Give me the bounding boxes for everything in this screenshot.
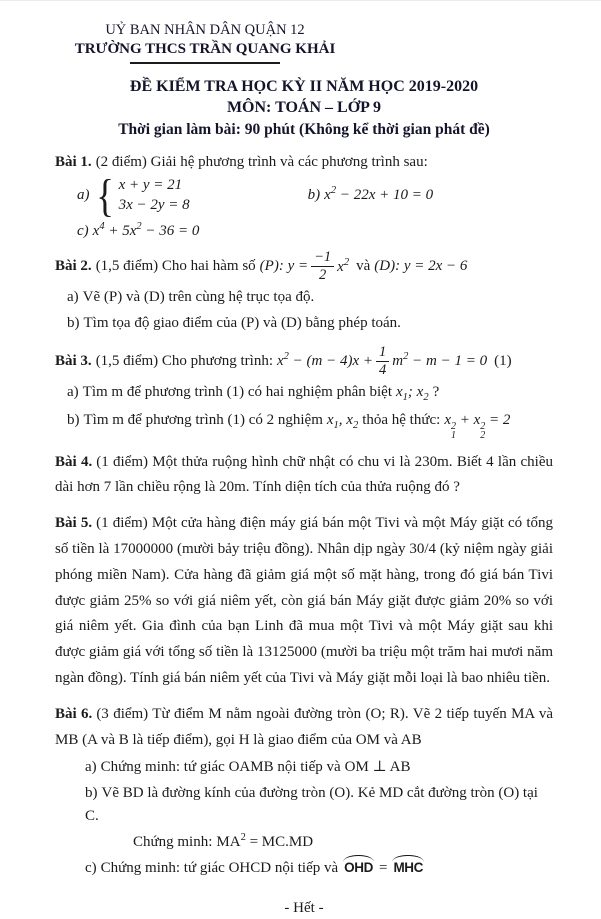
problem-6-items — [55, 756, 553, 880]
problem-2-item-b: b) Tìm tọa độ giao điểm của (P) và (D) bằng phép toán. — [67, 314, 401, 331]
system-brace: { — [95, 169, 114, 221]
system-equation-1: x + y = 21 — [118, 176, 183, 193]
problem-6-item-b: b) Vẽ BD là đường kính của đường tròn (O). Kẻ MD cắt đường tròn (O) tại C. — [85, 784, 538, 824]
document-header — [55, 21, 553, 141]
roots-x1-x2-b: $x_1$, $x_2$ — [326, 411, 359, 431]
problem-2-label: Bài 2. — [55, 258, 92, 275]
part-c-equation-row — [55, 221, 553, 240]
school-name: TRƯỜNG THCS TRẦN QUANG KHẢI — [74, 41, 336, 58]
exam-title: ĐỀ KIỂM TRA HỌC KỲ II NĂM HỌC 2019-2020 — [129, 77, 479, 95]
problem-2-intro: (1,5 điểm) Cho hai hàm số — [95, 258, 256, 275]
problem-2-items — [55, 286, 553, 335]
parabola-equation: (P): y = $\frac{-1}{2}$ $x^2$ — [259, 248, 350, 284]
part-b-equation: $x^2 - 22x + 10 = 0$ — [324, 184, 434, 203]
problem-3-intro: (1,5 điểm) Cho phương trình: — [95, 353, 273, 370]
connector-text: và — [356, 258, 371, 275]
problem-2-statement — [55, 250, 553, 283]
org-name: UỶ BAN NHÂN DÂN QUẬN 12 — [105, 22, 305, 38]
part-c-label: c) — [77, 222, 89, 239]
perpendicular-statement: OM ⊥ AB — [344, 759, 411, 776]
problem-3-label: Bài 3. — [55, 353, 92, 370]
angle-equals: = — [378, 860, 388, 877]
line-equation: (D): y = 2x − 6 — [374, 258, 468, 275]
power-of-point-equation: $MA^2 = MC.MD$ — [216, 832, 314, 851]
problem-1-statement — [55, 151, 553, 174]
fraction-one-quarter: $\frac{1}{4}$ — [376, 345, 389, 378]
problem-4-statement: Bài 4. (1 điểm) Một thửa ruộng hình chữ nhật có chu vi là 230m. Biết 4 lần chiều dài hơn 7 lần chiều rộng là 20m. Tính diện tích của thửa ruộng đó ? — [55, 453, 553, 496]
system-of-equations — [77, 169, 190, 221]
problem-5-label: Bài 5. — [55, 515, 93, 532]
header-underline — [130, 62, 280, 64]
roots-x1-x2: $x_1$; $x_2$ — [396, 384, 429, 404]
problem-6-label: Bài 6. — [55, 705, 93, 722]
problem-6-statement: Bài 6. (3 điểm) Từ điểm M nằm ngoài đường tròn (O; R). Vẽ 2 tiếp tuyến MA và MB (A và B là tiếp điểm), gọi H là giao điểm của OM và AB — [55, 705, 553, 748]
system-equation-2: 3x − 2y = 8 — [118, 196, 190, 213]
exam-subject: MÔN: TOÁN – LỚP 9 — [226, 98, 382, 116]
part-b-equation-row — [308, 176, 433, 204]
part-c-equation: $x^4 + 5x^2 - 36 = 0$ — [92, 220, 200, 239]
problem-1-label: Bài 1. — [55, 153, 92, 170]
problem-6-item-a: a) Chứng minh: tứ giác OAMB nội tiếp và OM ⊥ AB — [85, 759, 411, 776]
problem-3-item-b: b) Tìm m để phương trình (1) có 2 nghiệm $x_1$, $x_2$ thỏa hệ thức: x 2 1 + x 2 2 = 2 — [67, 411, 511, 441]
issuing-org-block — [55, 21, 355, 64]
problem-1 — [55, 151, 553, 240]
problem-6-proof-line: Chứng minh: $MA^2 = MC.MD$ — [133, 832, 314, 851]
sum-of-squares-condition: x 2 1 + x 2 2 = 2 — [444, 411, 511, 441]
problem-6-item-c: c) Chứng minh: tứ giác OHCD nội tiếp và OHD = MHC — [85, 856, 553, 880]
problem-1-intro: (2 điểm) Giải hệ phương trình và các phương trình sau: — [95, 153, 428, 170]
end-mark: - Hết - — [284, 900, 324, 917]
problem-4 — [55, 450, 553, 502]
exam-duration: Thời gian làm bài: 90 phút (Không kể thời gian phát đề) — [118, 121, 490, 139]
problem-1-parts-row — [55, 169, 553, 221]
problem-3 — [55, 345, 553, 440]
equation-tag: (1) — [494, 353, 512, 370]
part-a-label: a) — [77, 186, 90, 203]
problem-2 — [55, 250, 553, 335]
problem-2-item-a: a) Vẽ (P) và (D) trên cùng hệ trục tọa độ. — [67, 289, 315, 306]
fraction-neg-one-half: $\frac{-1}{2}$ — [311, 250, 334, 283]
part-b-label: b) — [307, 186, 321, 203]
problem-5 — [55, 511, 553, 692]
quadratic-equation: $x^2 - (m - 4)x$ + $\frac{1}{4}$ $m^2 - m - 1 = 0$ — [277, 343, 488, 379]
problem-6 — [55, 702, 553, 881]
problem-3-items — [55, 381, 553, 439]
problem-5-statement: Bài 5. (1 điểm) Một cửa hàng điện máy giá bán một Tivi và một Máy giặt có tổng số tiền là 17000000 (mười bảy triệu đồng). Nhân dịp ngày 30/4 (kỷ niệm ngày giải phóng miền Nam). Cửa hàng đã giảm giá một số mặt hàng, trong đó giá bán Tivi được giảm 25% so với giá niêm yết, còn giá bán Máy giặt được giảm 20% so với giá niêm yết. Gia đình của bạn Linh đã mua một Tivi và một Máy giặt sau khi được giảm giá với tổng số tiền là 13125000 (mười ba triệu một trăm hai mươi năm ngàn đồng). Tính giá bán niêm yết của Tivi và Máy giặt mỗi loại là bao nhiêu tiền. — [55, 515, 553, 686]
angle-mhc: MHC — [391, 856, 425, 879]
problem-3-statement — [55, 345, 553, 378]
problem-4-label: Bài 4. — [55, 453, 93, 470]
angle-ohd: OHD — [342, 856, 375, 879]
problem-3-item-a: a) Tìm m để phương trình (1) có hai nghiệm phân biệt $x_1$; $x_2$ ? — [67, 384, 440, 404]
exam-title-block — [55, 77, 553, 141]
